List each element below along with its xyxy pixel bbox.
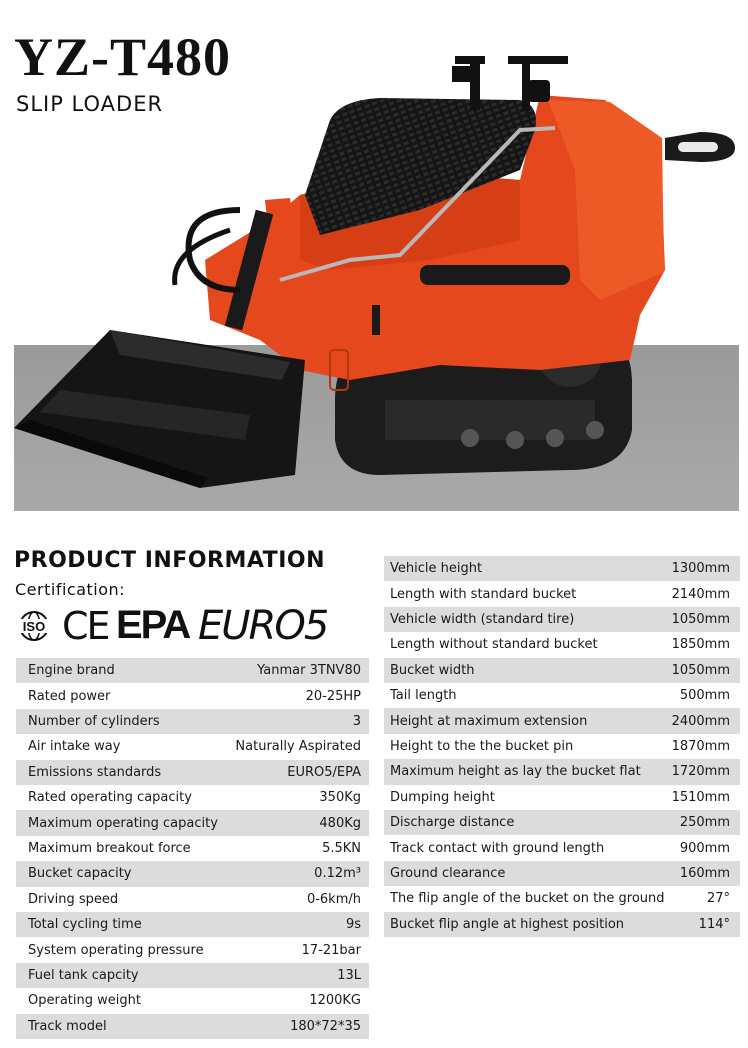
spec-row — [16, 734, 369, 759]
spec-label: Height to the the bucket pin — [390, 738, 574, 754]
spec-value: 250mm — [679, 815, 730, 831]
epa-logo: EPA — [116, 603, 190, 647]
spec-label: Bucket flip angle at highest position — [390, 916, 625, 932]
spec-value: 480Kg — [319, 815, 361, 831]
spec-label: Operating weight — [28, 993, 141, 1009]
spec-value: 2140mm — [671, 586, 730, 602]
spec-row — [384, 734, 740, 759]
spec-row — [384, 683, 740, 708]
spec-label: Total cycling time — [28, 917, 142, 933]
spec-row — [16, 963, 369, 988]
spec-row — [384, 556, 740, 581]
spec-label: Rated power — [28, 688, 111, 704]
spec-value: 9s — [345, 917, 361, 933]
spec-label: Dumping height — [390, 789, 495, 805]
spec-row — [384, 835, 740, 860]
model-subtitle: SLIP LOADER — [16, 92, 164, 116]
spec-value: 160mm — [679, 865, 730, 881]
ce-logo: CE — [62, 604, 109, 648]
spec-value: Yanmar 3TNV80 — [257, 663, 361, 679]
spec-row — [16, 810, 369, 835]
spec-value: 1200KG — [309, 993, 361, 1009]
spec-row — [16, 912, 369, 937]
spec-label: Height at maximum extension — [390, 713, 588, 729]
spec-value: Naturally Aspirated — [235, 739, 361, 755]
spec-value: 900mm — [679, 840, 730, 856]
spec-row — [16, 836, 369, 861]
spec-label: Bucket capacity — [28, 866, 132, 882]
spec-label: Length without standard bucket — [390, 637, 598, 653]
spec-value: 1850mm — [671, 637, 730, 653]
spec-value: 1510mm — [671, 789, 730, 805]
spec-row — [16, 1014, 369, 1039]
spec-label: Vehicle height — [390, 561, 483, 577]
spec-value: 180*72*35 — [290, 1018, 361, 1034]
spec-value: 1050mm — [671, 611, 730, 627]
spec-label: Rated operating capacity — [28, 790, 192, 806]
spec-label: Track model — [28, 1018, 107, 1034]
spec-label: Emissions standards — [28, 764, 162, 780]
spec-value: EURO5/EPA — [287, 764, 361, 780]
spec-label: System operating pressure — [28, 942, 204, 958]
spec-row — [384, 581, 740, 606]
machine-body — [175, 56, 735, 390]
spec-row — [384, 708, 740, 733]
spec-row — [16, 937, 369, 962]
spec-value: 350Kg — [319, 790, 361, 806]
spec-label: Bucket width — [390, 662, 475, 678]
certification-label: Certification: — [15, 580, 126, 599]
spec-value: 0-6km/h — [306, 891, 361, 907]
euro5-logo: EURO5 — [198, 603, 328, 649]
spec-row — [16, 658, 369, 683]
spec-label: Ground clearance — [390, 865, 506, 881]
spec-row — [16, 785, 369, 810]
spec-row — [384, 632, 740, 657]
spec-row — [384, 658, 740, 683]
spec-label: Discharge distance — [390, 815, 515, 831]
spec-row — [16, 861, 369, 886]
iso-logo-text: ISO — [22, 619, 46, 634]
spec-row — [384, 785, 740, 810]
spec-value: 27° — [706, 891, 730, 907]
spec-label: Tail length — [390, 688, 457, 704]
spec-value: 20-25HP — [305, 688, 361, 704]
spec-value: 1870mm — [671, 738, 730, 754]
spec-label: Track contact with ground length — [390, 840, 605, 856]
spec-value: 500mm — [679, 688, 730, 704]
spec-label: Air intake way — [28, 739, 121, 755]
spec-row — [16, 887, 369, 912]
spec-value: 17-21bar — [301, 942, 361, 958]
spec-row — [16, 683, 369, 708]
spec-label: Maximum breakout force — [28, 840, 191, 856]
spec-label: The flip angle of the bucket on the ground — [390, 891, 665, 907]
spec-row — [384, 886, 740, 911]
spec-row — [384, 607, 740, 632]
spec-row — [384, 912, 740, 937]
spec-row — [384, 810, 740, 835]
spec-value: 1300mm — [671, 561, 730, 577]
spec-row — [384, 861, 740, 886]
spec-value: 114° — [698, 916, 730, 932]
spec-row — [16, 709, 369, 734]
spec-row — [16, 760, 369, 785]
spec-value: 13L — [337, 967, 361, 983]
spec-value: 5.5KN — [322, 840, 361, 856]
spec-value: 0.12m³ — [314, 866, 361, 882]
spec-label: Fuel tank capcity — [28, 967, 139, 983]
spec-label: Number of cylinders — [28, 713, 160, 729]
spec-row — [384, 759, 740, 784]
spec-value: 1050mm — [671, 662, 730, 678]
model-title: YZ-T480 — [14, 27, 232, 87]
spec-value: 1720mm — [671, 764, 730, 780]
spec-label: Length with standard bucket — [390, 586, 577, 602]
spec-value: 3 — [352, 713, 361, 729]
spec-label: Maximum operating capacity — [28, 815, 218, 831]
spec-row — [16, 988, 369, 1013]
spec-label: Engine brand — [28, 663, 115, 679]
spec-label: Driving speed — [28, 891, 119, 907]
iso-logo — [14, 610, 54, 642]
spec-label: Vehicle width (standard tire) — [390, 611, 575, 627]
spec-label: Maximum height as lay the bucket flat — [390, 764, 641, 780]
certification-logos — [14, 600, 328, 650]
section-title: PRODUCT INFORMATION — [14, 548, 325, 573]
spec-value: 2400mm — [671, 713, 730, 729]
